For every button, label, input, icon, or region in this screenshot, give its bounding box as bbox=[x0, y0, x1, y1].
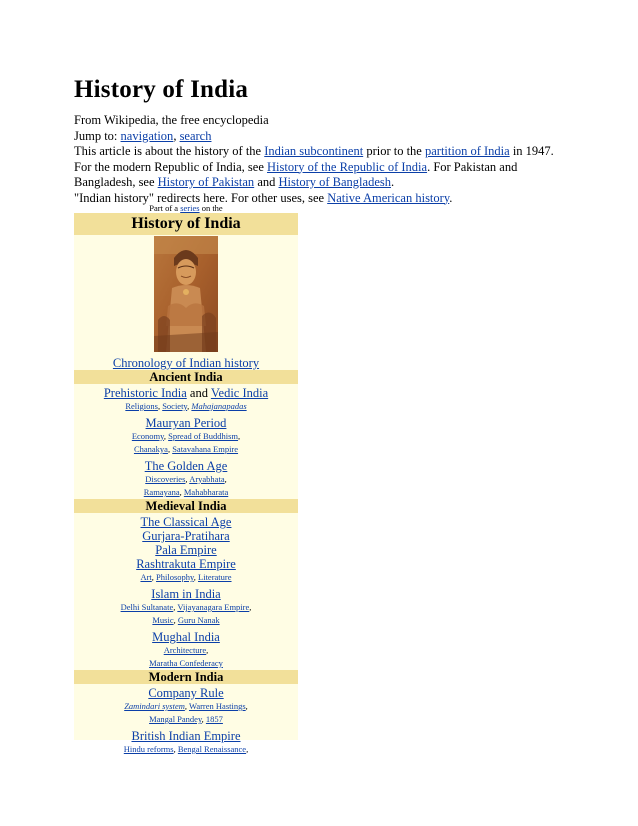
mughal-subtopics-row-1 bbox=[74, 644, 298, 657]
and-text: and bbox=[186, 386, 211, 400]
aryabhata-link[interactable]: Aryabhata bbox=[189, 474, 225, 484]
mughal-row bbox=[74, 630, 298, 644]
hatnote-text: Bangladesh, see bbox=[74, 175, 158, 189]
mahabharata-link[interactable]: Mahabharata bbox=[183, 487, 229, 497]
separator: , bbox=[206, 645, 209, 655]
mauryan-row bbox=[74, 416, 298, 430]
company-rule-link[interactable]: Company Rule bbox=[148, 686, 224, 700]
discoveries-link[interactable]: Discoveries bbox=[145, 474, 186, 484]
warren-hastings-link[interactable]: Warren Hastings bbox=[188, 701, 246, 711]
jump-separator: , bbox=[173, 128, 180, 143]
golden-age-row bbox=[74, 459, 298, 473]
separator: , bbox=[193, 572, 199, 582]
separator: , bbox=[185, 474, 190, 484]
golden-age-link[interactable]: The Golden Age bbox=[144, 459, 228, 473]
medieval-india-header: Medieval India bbox=[74, 499, 298, 513]
indian-subcontinent-link[interactable]: Indian subcontinent bbox=[264, 144, 364, 158]
chanakya-link[interactable]: Chanakya bbox=[133, 444, 168, 454]
series-caption bbox=[74, 203, 298, 213]
society-link[interactable]: Society bbox=[162, 401, 188, 411]
about-hatnote bbox=[74, 144, 574, 160]
religions-link[interactable]: Religions bbox=[125, 401, 158, 411]
ajanta-painting-image[interactable] bbox=[154, 236, 218, 352]
prehistoric-row bbox=[74, 386, 298, 400]
british-empire-row bbox=[74, 729, 298, 743]
caption-text: Part of a bbox=[149, 203, 181, 213]
delhi-sultanate-link[interactable]: Delhi Sultanate bbox=[120, 602, 174, 612]
from-line: From Wikipedia, the free encyclopedia bbox=[74, 113, 269, 127]
classical-row bbox=[74, 515, 298, 529]
islam-subtopics-row-2 bbox=[74, 614, 298, 627]
modern-hatnote bbox=[74, 160, 574, 176]
hatnote-text: "Indian history" redirects here. For other uses, see bbox=[74, 190, 328, 205]
mangal-pandey-link[interactable]: Mangal Pandey bbox=[149, 714, 202, 724]
satavahana-empire-link[interactable]: Satavahana Empire bbox=[172, 444, 239, 454]
separator: , bbox=[173, 602, 178, 612]
mauryan-subtopics-row-1 bbox=[74, 430, 298, 443]
hindu-reforms-link[interactable]: Hindu reforms bbox=[123, 744, 174, 754]
separator: , bbox=[167, 444, 173, 454]
company-subtopics-row-1 bbox=[74, 700, 298, 713]
british-indian-empire-link[interactable]: British Indian Empire bbox=[131, 729, 241, 743]
vedic-india-link[interactable]: Vedic India bbox=[210, 386, 269, 400]
spread-of-buddhism-link[interactable]: Spread of Buddhism bbox=[168, 431, 239, 441]
hatnote-text: . For Pakistan and bbox=[427, 159, 518, 174]
chronology-link[interactable]: Chronology of Indian history bbox=[112, 356, 260, 370]
british-subtopics-row bbox=[74, 743, 298, 756]
series-link[interactable]: series bbox=[180, 203, 200, 213]
separator: , bbox=[184, 701, 189, 711]
bengal-renaissance-link[interactable]: Bengal Renaissance bbox=[177, 744, 247, 754]
islam-in-india-link[interactable]: Islam in India bbox=[151, 587, 221, 601]
page-title: History of India bbox=[74, 76, 249, 103]
separator: , bbox=[173, 744, 178, 754]
partition-of-india-link[interactable]: partition of India bbox=[424, 144, 510, 158]
ancient-india-header: Ancient India bbox=[74, 370, 298, 384]
pala-empire-link[interactable]: Pala Empire bbox=[155, 543, 217, 557]
mauryan-subtopics-row-2 bbox=[74, 443, 298, 456]
golden-subtopics-row-1 bbox=[74, 473, 298, 486]
jump-search-link[interactable]: search bbox=[179, 128, 212, 143]
ramayana-link[interactable]: Ramayana bbox=[143, 487, 180, 497]
hatnote-text: prior to the bbox=[363, 144, 425, 158]
islam-subtopics-row-1 bbox=[74, 601, 298, 614]
separator: , bbox=[187, 401, 192, 411]
separator: , bbox=[224, 474, 227, 484]
rashtrakuta-empire-link[interactable]: Rashtrakuta Empire bbox=[136, 557, 236, 571]
philosophy-link[interactable]: Philosophy bbox=[156, 572, 194, 582]
company-rule-row bbox=[74, 686, 298, 700]
separator: , bbox=[179, 487, 184, 497]
gurjara-row bbox=[74, 529, 298, 543]
pala-row bbox=[74, 543, 298, 557]
mahajanapadas-link[interactable]: Mahajanapadas bbox=[191, 401, 247, 411]
guru-nanak-link[interactable]: Guru Nanak bbox=[177, 615, 220, 625]
separator: , bbox=[151, 572, 157, 582]
art-link[interactable]: Art bbox=[140, 572, 152, 582]
classical-age-link[interactable]: The Classical Age bbox=[140, 515, 232, 529]
bangladesh-hatnote bbox=[74, 175, 574, 191]
hatnote-text: in 1947. bbox=[509, 144, 554, 158]
prehistoric-india-link[interactable]: Prehistoric India bbox=[103, 386, 187, 400]
jump-line bbox=[74, 129, 574, 145]
separator: , bbox=[157, 401, 163, 411]
separator: , bbox=[246, 744, 249, 754]
year-1857-link[interactable]: 1857 bbox=[205, 714, 223, 724]
music-link[interactable]: Music bbox=[152, 615, 174, 625]
separator: , bbox=[173, 615, 178, 625]
literature-link[interactable]: Literature bbox=[198, 572, 232, 582]
hatnote-text: and bbox=[254, 175, 279, 189]
article-intro bbox=[74, 113, 574, 206]
hatnote-text: For the modern Republic of India, see bbox=[74, 159, 268, 174]
architecture-link[interactable]: Architecture bbox=[163, 645, 207, 655]
golden-subtopics-row-2 bbox=[74, 486, 298, 499]
hatnote-text: This article is about the history of the bbox=[74, 144, 265, 158]
separator: , bbox=[163, 431, 169, 441]
mauryan-period-link[interactable]: Mauryan Period bbox=[145, 416, 227, 430]
separator: , bbox=[249, 602, 252, 612]
islam-row bbox=[74, 587, 298, 601]
mughal-india-link[interactable]: Mughal India bbox=[152, 630, 220, 644]
navbox-title: History of India bbox=[74, 213, 298, 235]
rashtrakuta-subtopics-row bbox=[74, 571, 298, 584]
vijayanagara-empire-link[interactable]: Vijayanagara Empire bbox=[177, 602, 250, 612]
hatnote-text: . bbox=[449, 190, 453, 205]
native-american-history-link[interactable]: Native American history bbox=[327, 190, 450, 205]
history-of-bangladesh-link[interactable]: History of Bangladesh bbox=[278, 175, 391, 189]
maratha-confederacy-link[interactable]: Maratha Confederacy bbox=[149, 658, 223, 668]
history-of-pakistan-link[interactable]: History of Pakistan bbox=[157, 175, 255, 189]
rashtrakuta-row bbox=[74, 557, 298, 571]
chronology-row bbox=[74, 356, 298, 370]
jump-navigation-link[interactable]: navigation bbox=[120, 128, 174, 143]
economy-link[interactable]: Economy bbox=[131, 431, 164, 441]
separator: , bbox=[201, 714, 206, 724]
company-subtopics-row-2 bbox=[74, 713, 298, 726]
republic-of-india-link[interactable]: History of the Republic of India bbox=[267, 159, 428, 174]
history-navbox bbox=[74, 213, 298, 754]
caption-text: on the bbox=[199, 203, 223, 213]
zamindari-system-link[interactable]: Zamindari system bbox=[124, 701, 185, 711]
jump-prefix: Jump to: bbox=[74, 128, 121, 143]
modern-india-header: Modern India bbox=[74, 670, 298, 684]
hatnote-text: . bbox=[390, 175, 395, 189]
vedic-subtopics-row bbox=[74, 400, 298, 413]
gurjara-pratihara-link[interactable]: Gurjara-Pratihara bbox=[142, 529, 230, 543]
separator: , bbox=[245, 701, 248, 711]
separator: , bbox=[238, 431, 241, 441]
mughal-subtopics-row-2 bbox=[74, 657, 298, 670]
